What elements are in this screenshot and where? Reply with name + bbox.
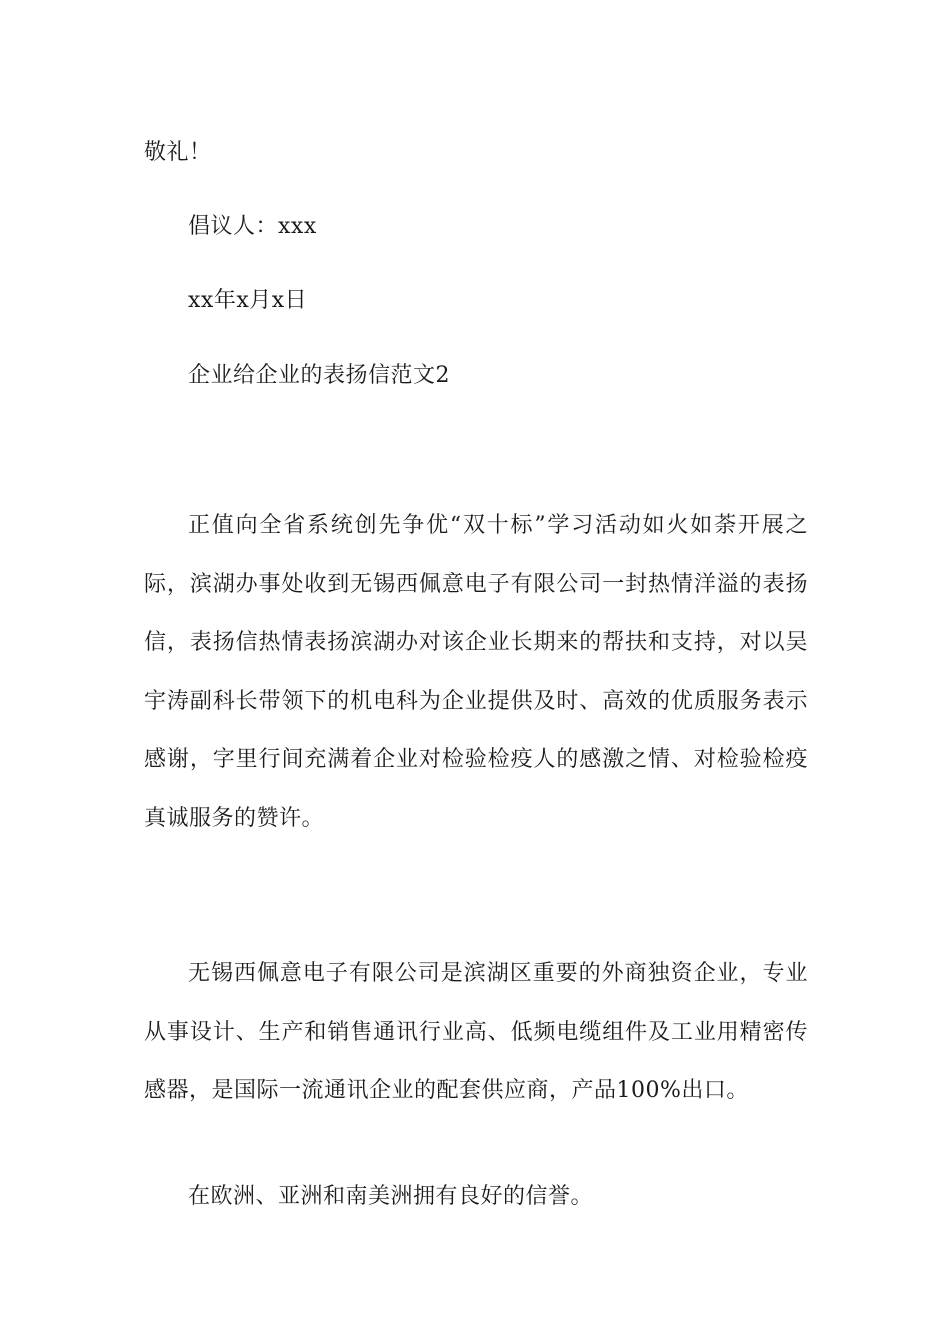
- section-title: 企业给企业的表扬信范文2: [188, 363, 450, 388]
- body-paragraph-2: 无锡西佩意电子有限公司是滨湖区重要的外商独资企业，专业从事设计、生产和销售通讯行业高、低频电缆组件及工业用精密传感器，是国际一流通讯企业的配套供应商，产品100%出口。: [144, 961, 808, 1103]
- letter-closing: 敬礼！: [144, 140, 212, 165]
- letter-signer: 倡议人：xxx: [188, 214, 317, 239]
- body-paragraph-3: 在欧洲、亚洲和南美洲拥有良好的信誉。: [188, 1184, 594, 1209]
- letter-date: xx年x月x日: [188, 288, 308, 313]
- body-paragraph-1: 正值向全省系统创先争优“双十标”学习活动如火如荼开展之际，滨湖办事处收到无锡西佩意电子有限公司一封热情洋溢的表扬信，表扬信热情表扬滨湖办对该企业长期来的帮扶和支持，对以吴宇涛副科长带领下的机电科为企业提供及时、高效的优质服务表示感谢，字里行间充满着企业对检验检疫人的感激之情、对检验检疫真诚服务的赞许。: [144, 513, 808, 831]
